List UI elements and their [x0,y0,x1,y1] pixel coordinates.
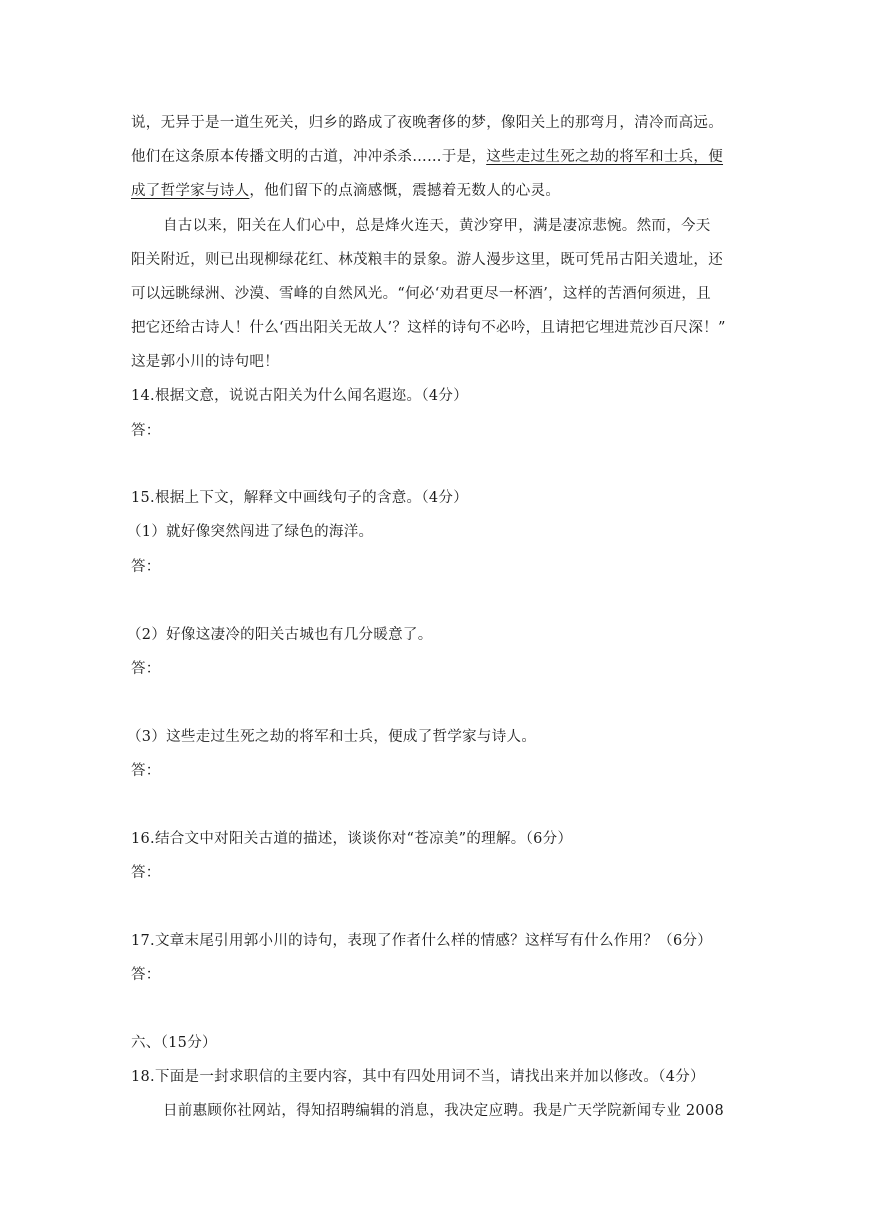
question-15: 15.根据上下文，解释文中画线句子的含意。（4分） [131,490,469,506]
answer-label: 答： [131,865,161,881]
answer-label: 答： [131,559,161,575]
underlined-sentence: 成了哲学家与诗人 [131,183,250,199]
question-14: 14.根据文意，说说古阳关为什么闻名遐迩。（4分） [131,388,469,404]
question-16: 16.结合文中对阳关古道的描述，谈谈你对“苍凉美”的理解。（6分） [131,831,573,847]
answer-label: 答： [131,967,161,983]
passage-line: 这是郭小川的诗句吧！ [131,354,279,370]
question-18: 18.下面是一封求职信的主要内容，其中有四处用词不当，请找出来并加以修改。（4分） [131,1069,705,1085]
question-17: 17.文章末尾引用郭小川的诗句，表现了作者什么样的情感？这样写有什么作用？（6分） [131,933,713,949]
passage-line: 说，无异于是一道生死关，归乡的路成了夜晚奢侈的梦，像阳关上的那弯月，清冷而高远。 [131,115,723,131]
answer-label: 答： [131,661,161,677]
question-15-item-3: （3）这些走过生死之劫的将军和士兵，便成了哲学家与诗人。 [127,729,537,745]
section-heading: 六、（15分） [131,1035,217,1051]
passage-line [131,181,741,201]
passage-line [131,147,741,167]
question-15-item-1: （1）就好像突然闯进了绿色的海洋。 [127,524,374,540]
question-15-item-2: （2）好像这凄冷的阳关古城也有几分暖意了。 [127,627,433,643]
passage-line: 阳关附近，则已出现柳绿花红、林茂粮丰的景象。游人漫步这里，既可凭吊古阳关遗址，还 [131,252,723,268]
passage-line: 可以远眺绿洲、沙漠、雪峰的自然风光。“何必‘劝君更尽一杯酒’，这样的苦酒何须进，且 [131,286,711,302]
passage-line: 自古以来，阳关在人们心中，总是烽火连天，黄沙穿甲，满是凄凉悲惋。然而，今天 [163,218,711,234]
underlined-sentence: 这些走过生死之劫的将军和士兵，便 [486,149,724,165]
answer-label: 答： [131,763,161,779]
answer-label: 答： [131,423,161,439]
passage-text: ，他们留下的点滴感慨，震撼着无数人的心灵。 [249,183,561,199]
letter-line: 日前惠顾你社网站，得知招聘编辑的消息，我决定应聘。我是广天学院新闻专业 2008 [163,1103,725,1119]
passage-line: 把它还给古诗人！什么‘西出阳关无故人’？这样的诗句不必吟，且请把它埋进荒沙百尺深！” [131,320,726,336]
passage-text: 他们在这条原本传播文明的古道，冲冲杀杀……于是， [131,149,487,165]
